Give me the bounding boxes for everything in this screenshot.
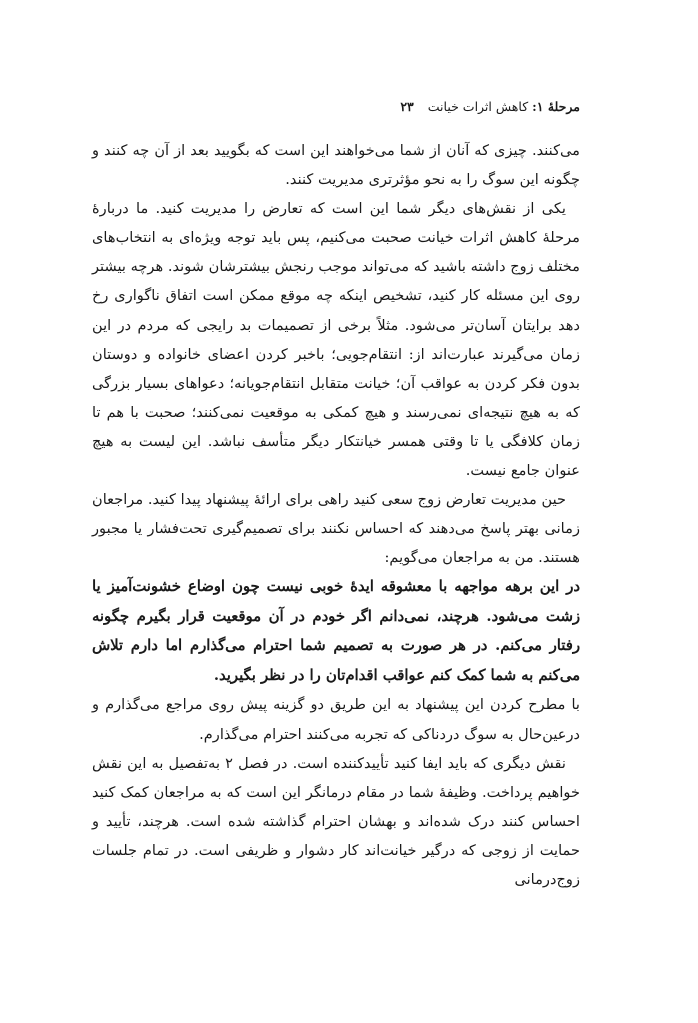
paragraph-1: می‌کنند. چیزی که آنان از شما می‌خواهند این است که بگویید بعد از آن چه کنند و چگونه این سوگ را به نحو مؤثرتری مدیریت کنند. — [92, 142, 580, 189]
running-header — [118, 96, 580, 116]
body-text — [92, 136, 580, 894]
chapter-label: مرحلهٔ ۱: — [532, 98, 580, 114]
paragraph-5: نقش دیگری که باید ایفا کنید تأییدکننده است. در فصل ۲ به‌تفصیل به این نقش خواهیم پرداخت. وظیفهٔ شما در مقام درمانگر این است که به مراجعان کمک کنید احساس کنند درک شده‌اند و بهشان احترام گذاشته شده است. هرچند، تأیید و حمایت از زوجی که درگیر خیانت‌اند کار دشوار و ظریفی است. در تمام جلسات زوج‌درمانی — [92, 754, 580, 888]
block-quote: در این برهه مواجهه با معشوقه ایدهٔ خوبی نیست چون اوضاع خشونت‌آمیز یا زشت می‌شود. هرچند، نمی‌دانم اگر خودم در آن موقعیت قرار بگیرم چگونه رفتار می‌کنم. در هر صورت به تصمیم شما احترام می‌گذارم اما دارم تلاش می‌کنم به شما کمک کنم عواقب اقدام‌تان را در نظر بگیرید. — [92, 578, 580, 684]
page-number: ۲۳ — [400, 98, 414, 114]
paragraph-2: یکی از نقش‌های دیگر شما این است که تعارض را مدیریت کنید. ما دربارهٔ مرحلهٔ کاهش اثرات خیانت صحبت می‌کنیم، پس باید توجه ویژه‌ای به انتخاب‌های مختلف زوج داشته باشید که می‌تواند موجب رنجش بیشترشان شوند. هرچه بیشتر روی این مسئله کار کنید، تشخیص اینکه چه موقع ممکن است اتفاق ناگواری رخ دهد برایتان آسان‌تر می‌شود. مثلاً برخی از تصمیمات بد رایجی که مردم در این زمان می‌گیرند عبارت‌اند از: انتقام‌جویی؛ باخبر کردن اعضای خانواده و دوستان بدون فکر کردن به عواقب آن؛ خیانت متقابل انتقام‌جویانه؛ دعواهای بسیار بزرگی که به هیچ نتیجه‌ای نمی‌رسند و هیچ کمکی به موقعیت نمی‌کنند؛ صحبت با هم تا زمان کلافگی یا تا وقتی همسر خیانتکار دیگر متأسف نباشد. این لیست به هیچ عنوان جامع نیست. — [92, 200, 580, 480]
paragraph-4: با مطرح کردن این پیشنهاد به این طریق دو گزینه پیش روی مراجع می‌گذارم و درعین‌حال به سوگ دردناکی که تجربه می‌کنند احترام می‌گذارم. — [92, 696, 580, 743]
paragraph-3: حین مدیریت تعارض زوج سعی کنید راهی برای ارائهٔ پیشنهاد پیدا کنید. مراجعان زمانی بهتر پاسخ می‌دهند که احساس نکنند برای تصمیم‌گیری تحت‌فشار یا مجبور هستند. من به مراجعان می‌گویم: — [92, 491, 580, 567]
chapter-title: کاهش اثرات خیانت — [427, 98, 529, 114]
